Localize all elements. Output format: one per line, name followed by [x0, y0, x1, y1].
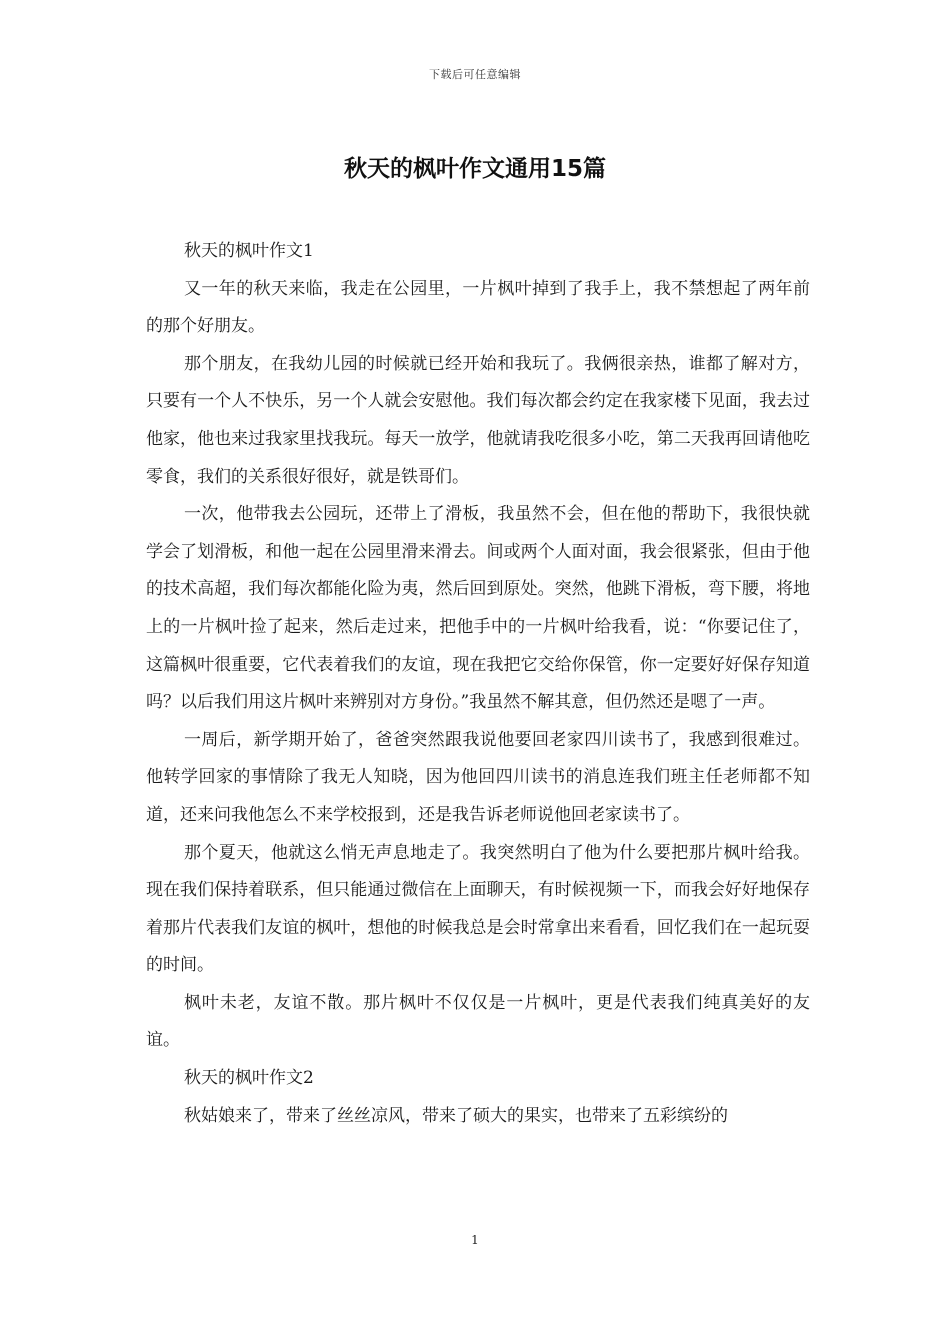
- section-heading-2: 秋天的枫叶作文2: [184, 1068, 314, 1089]
- paragraph-7: 秋姑娘来了，带来了丝丝凉风，带来了硕大的果实，也带来了五彩缤纷的: [184, 1105, 728, 1126]
- paragraph-6: 枫叶未老，友谊不散。那片枫叶不仅仅是一片枫叶，更是代表我们纯真美好的友谊。: [146, 992, 810, 1051]
- page-header-note: 下载后可任意编辑: [429, 68, 521, 81]
- paragraph-2: 那个朋友，在我幼儿园的时候就已经开始和我玩了。我俩很亲热，谁都了解对方，只要有一个人不快乐，另一个人就会安慰他。我们每次都会约定在我家楼下见面，我去过他家，他也来过我家里找我玩。每天一放学，他就请我吃很多小吃，第二天我再回请他吃零食，我们的关系很好很好，就是铁哥们。: [146, 353, 810, 487]
- document-title: 秋天的枫叶作文通用15篇: [343, 156, 606, 182]
- paragraph-3: 一次，他带我去公园玩，还带上了滑板，我虽然不会，但在他的帮助下，我很快就学会了划滑板，和他一起在公园里滑来滑去。间或两个人面对面，我会很紧张，但由于他的技术高超，我们每次都能化险为夷，然后回到原处。突然，他跳下滑板，弯下腰，将地上的一片枫叶捡了起来，然后走过来，把他手中的一片枫叶给我看，说：“你要记住了，这篇枫叶很重要，它代表着我们的友谊，现在我把它交给你保管，你一定要好好保存知道吗？以后我们用这片枫叶来辨别对方身份。”我虽然不解其意，但仍然还是嗯了一声。: [146, 504, 810, 713]
- paragraph-1: 又一年的秋天来临，我走在公园里，一片枫叶掉到了我手上，我不禁想起了两年前的那个好朋友。: [146, 278, 810, 337]
- page-number: 1: [471, 1233, 479, 1247]
- document-body: [146, 233, 810, 1135]
- section-heading-1: 秋天的枫叶作文1: [184, 241, 314, 261]
- paragraph-4: 一周后，新学期开始了，爸爸突然跟我说他要回老家四川读书了，我感到很难过。他转学回家的事情除了我无人知晓，因为他回四川读书的消息连我们班主任老师都不知道，还来问我他怎么不来学校报到，还是我告诉老师说他回老家读书了。: [146, 729, 810, 825]
- paragraph-5: 那个夏天，他就这么悄无声息地走了。我突然明白了他为什么要把那片枫叶给我。现在我们保持着联系，但只能通过微信在上面聊天，有时候视频一下，而我会好好地保存着那片代表我们友谊的枫叶，想他的时候我总是会时常拿出来看看，回忆我们在一起玩耍的时间。: [146, 842, 810, 976]
